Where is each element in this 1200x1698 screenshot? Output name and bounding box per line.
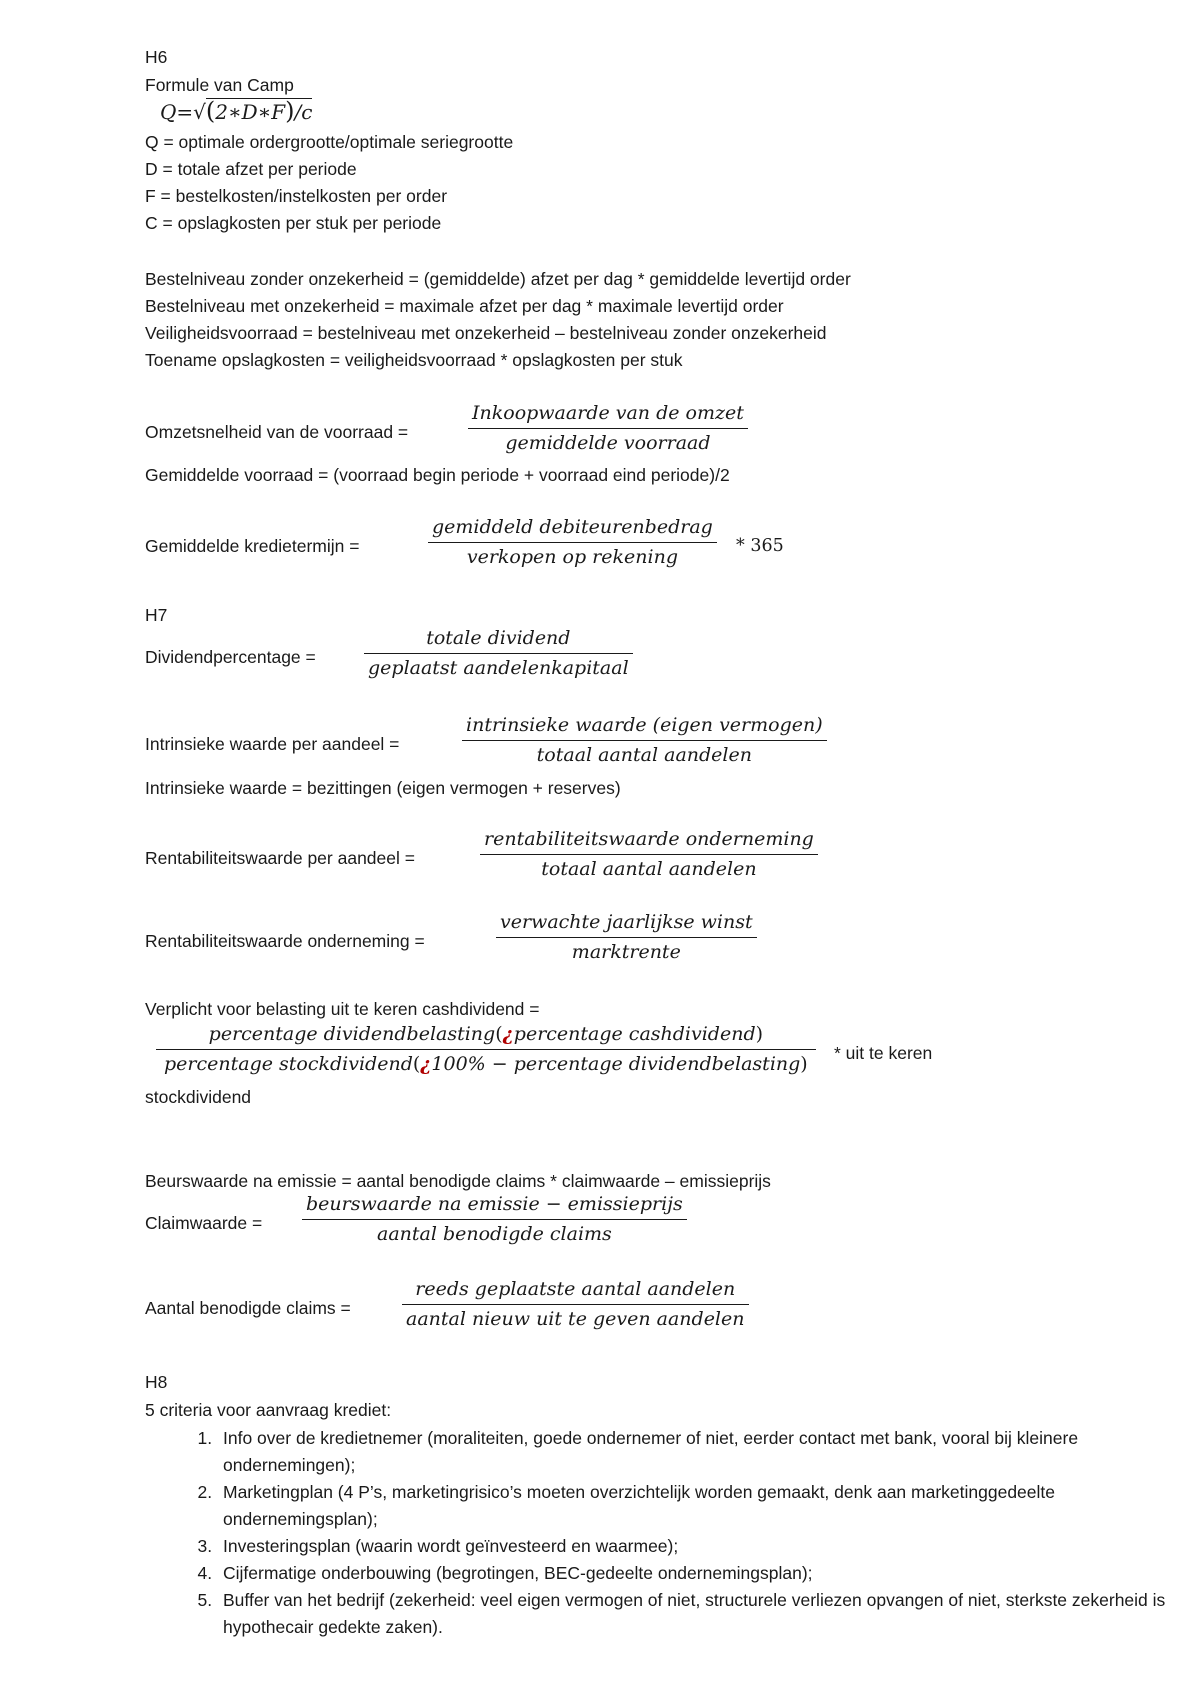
kredietermijn-suffix: * 365 [736, 536, 784, 556]
fraction-numerator: totale dividend [426, 627, 571, 649]
list-item: 3. Investeringsplan (waarin wordt geïnvesteerd en waarmee); [217, 1533, 1200, 1560]
fraction-bar [402, 1304, 749, 1305]
camp-title: Formule van Camp [145, 75, 294, 95]
definition-f: F = bestelkosten/instelkosten per order [145, 186, 448, 206]
fraction-numerator: intrinsieke waarde (eigen vermogen) [466, 714, 823, 736]
fraction-bar [468, 428, 748, 429]
cashdividend-after: stockdividend [145, 1087, 252, 1107]
fraction-denominator: totaal aantal aandelen [536, 744, 752, 766]
unknown-glyph-icon: ¿ [502, 1023, 514, 1045]
fraction-denominator: aantal benodigde claims [377, 1223, 612, 1245]
section-heading-h7: H7 [145, 605, 168, 625]
fraction-denominator: totaal aantal aandelen [541, 858, 757, 880]
kredietermijn-label: Gemiddelde kredietermijn = [145, 536, 360, 556]
dividendpercentage-fraction [364, 626, 633, 681]
rentabiliteit-onderneming-label: Rentabiliteitswaarde onderneming = [145, 931, 425, 951]
bestelniveau-met-line: Bestelniveau met onzekerheid = maximale afzet per dag * maximale levertijd order [145, 296, 784, 316]
intrinsieke-waarde-fraction [462, 713, 827, 768]
benodigde-claims-fraction [402, 1277, 749, 1332]
definition-c: C = opslagkosten per stuk per periode [145, 213, 442, 233]
kredietermijn-fraction [428, 515, 717, 570]
fraction-numerator: Inkoopwaarde van de omzet [472, 402, 744, 424]
bestelniveau-zonder-line: Bestelniveau zonder onzekerheid = (gemiddelde) afzet per dag * gemiddelde levertijd order [145, 269, 851, 289]
rentabiliteit-aandeel-fraction [480, 827, 818, 882]
rentabiliteit-aandeel-label: Rentabiliteitswaarde per aandeel = [145, 848, 415, 868]
camp-tail: /c [294, 100, 313, 124]
list-item: 1. Info over de kredietnemer (moraliteiten, goede ondernemer of niet, eerder contact met bank, vooral bij kleinere ondernemingen); [217, 1425, 1200, 1479]
unknown-glyph-icon: ¿ [420, 1053, 432, 1075]
list-item: 2. Marketingplan (4 P’s, marketingrisico’s moeten overzichtelijk worden gemaakt, denk aan marketinggedeelte ondernemingsplan); [217, 1479, 1200, 1533]
fraction-numerator: percentage dividendbelasting(¿percentage cashdividend) [208, 1023, 764, 1045]
fraction-numerator: beurswaarde na emissie − emissieprijs [306, 1193, 683, 1215]
section-heading-h8: H8 [145, 1372, 168, 1392]
claimwaarde-fraction [302, 1192, 687, 1247]
omzetsnelheid-fraction [468, 401, 748, 456]
veiligheidsvoorraad-line: Veiligheidsvoorraad = bestelniveau met onzekerheid – bestelniveau zonder onzekerheid [145, 323, 827, 343]
fraction-bar [302, 1219, 687, 1220]
definition-q: Q = optimale ordergrootte/optimale seriegrootte [145, 132, 514, 152]
claimwaarde-label: Claimwaarde = [145, 1213, 263, 1233]
list-item: 5. Buffer van het bedrijf (zekerheid: veel eigen vermogen of niet, structurele verliezen opvangen of niet, sterkste zekerheid is hypothecair gedekte zaken). [217, 1587, 1200, 1641]
cashdividend-label: Verplicht voor belasting uit te keren cashdividend = [145, 999, 540, 1019]
fraction-bar [462, 740, 827, 741]
benodigde-claims-label: Aantal benodigde claims = [145, 1298, 351, 1318]
fraction-bar [496, 937, 757, 938]
dividendpercentage-label: Dividendpercentage = [145, 647, 316, 667]
section-heading-h6: H6 [145, 47, 168, 67]
fraction-denominator: aantal nieuw uit te geven aandelen [406, 1308, 745, 1330]
criteria-list [145, 1425, 1200, 1641]
square-root-icon: √ [193, 100, 206, 124]
fraction-denominator: percentage stockdividend(¿100% − percentage dividendbelasting) [164, 1053, 808, 1075]
rentabiliteit-onderneming-fraction [496, 910, 757, 965]
camp-body: 2∗D∗F [215, 100, 286, 124]
gemiddelde-voorraad-line: Gemiddelde voorraad = (voorraad begin periode + voorraad eind periode)/2 [145, 465, 730, 485]
list-item: 4. Cijfermatige onderbouwing (begrotingen, BEC-gedeelte ondernemingsplan); [217, 1560, 1200, 1587]
camp-formula: Q=√(2∗D∗F)/c [160, 97, 313, 125]
fraction-denominator: geplaatst aandelenkapitaal [368, 657, 629, 679]
fraction-bar [156, 1049, 816, 1050]
beurswaarde-line: Beurswaarde na emissie = aantal benodigde claims * claimwaarde – emissieprijs [145, 1171, 771, 1191]
criteria-title: 5 criteria voor aanvraag krediet: [145, 1400, 392, 1420]
toename-opslagkosten-line: Toename opslagkosten = veiligheidsvoorraad * opslagkosten per stuk [145, 350, 683, 370]
fraction-denominator: marktrente [571, 941, 681, 963]
fraction-bar [428, 542, 717, 543]
fraction-denominator: gemiddelde voorraad [505, 432, 711, 454]
fraction-bar [364, 653, 633, 654]
fraction-denominator: verkopen op rekening [466, 546, 678, 568]
definition-d: D = totale afzet per periode [145, 159, 357, 179]
omzetsnelheid-label: Omzetsnelheid van de voorraad = [145, 422, 409, 442]
intrinsieke-waarde-line: Intrinsieke waarde = bezittingen (eigen vermogen + reserves) [145, 778, 621, 798]
camp-lhs: Q= [160, 100, 194, 124]
fraction-numerator: reeds geplaatste aantal aandelen [415, 1278, 736, 1300]
fraction-numerator: gemiddeld debiteurenbedrag [432, 516, 713, 538]
intrinsieke-waarde-label: Intrinsieke waarde per aandeel = [145, 734, 400, 754]
fraction-numerator: verwachte jaarlijkse winst [500, 911, 753, 933]
fraction-numerator: rentabiliteitswaarde onderneming [484, 828, 814, 850]
cashdividend-fraction [160, 1022, 812, 1077]
cashdividend-suffix: * uit te keren [834, 1043, 933, 1063]
fraction-bar [480, 854, 818, 855]
